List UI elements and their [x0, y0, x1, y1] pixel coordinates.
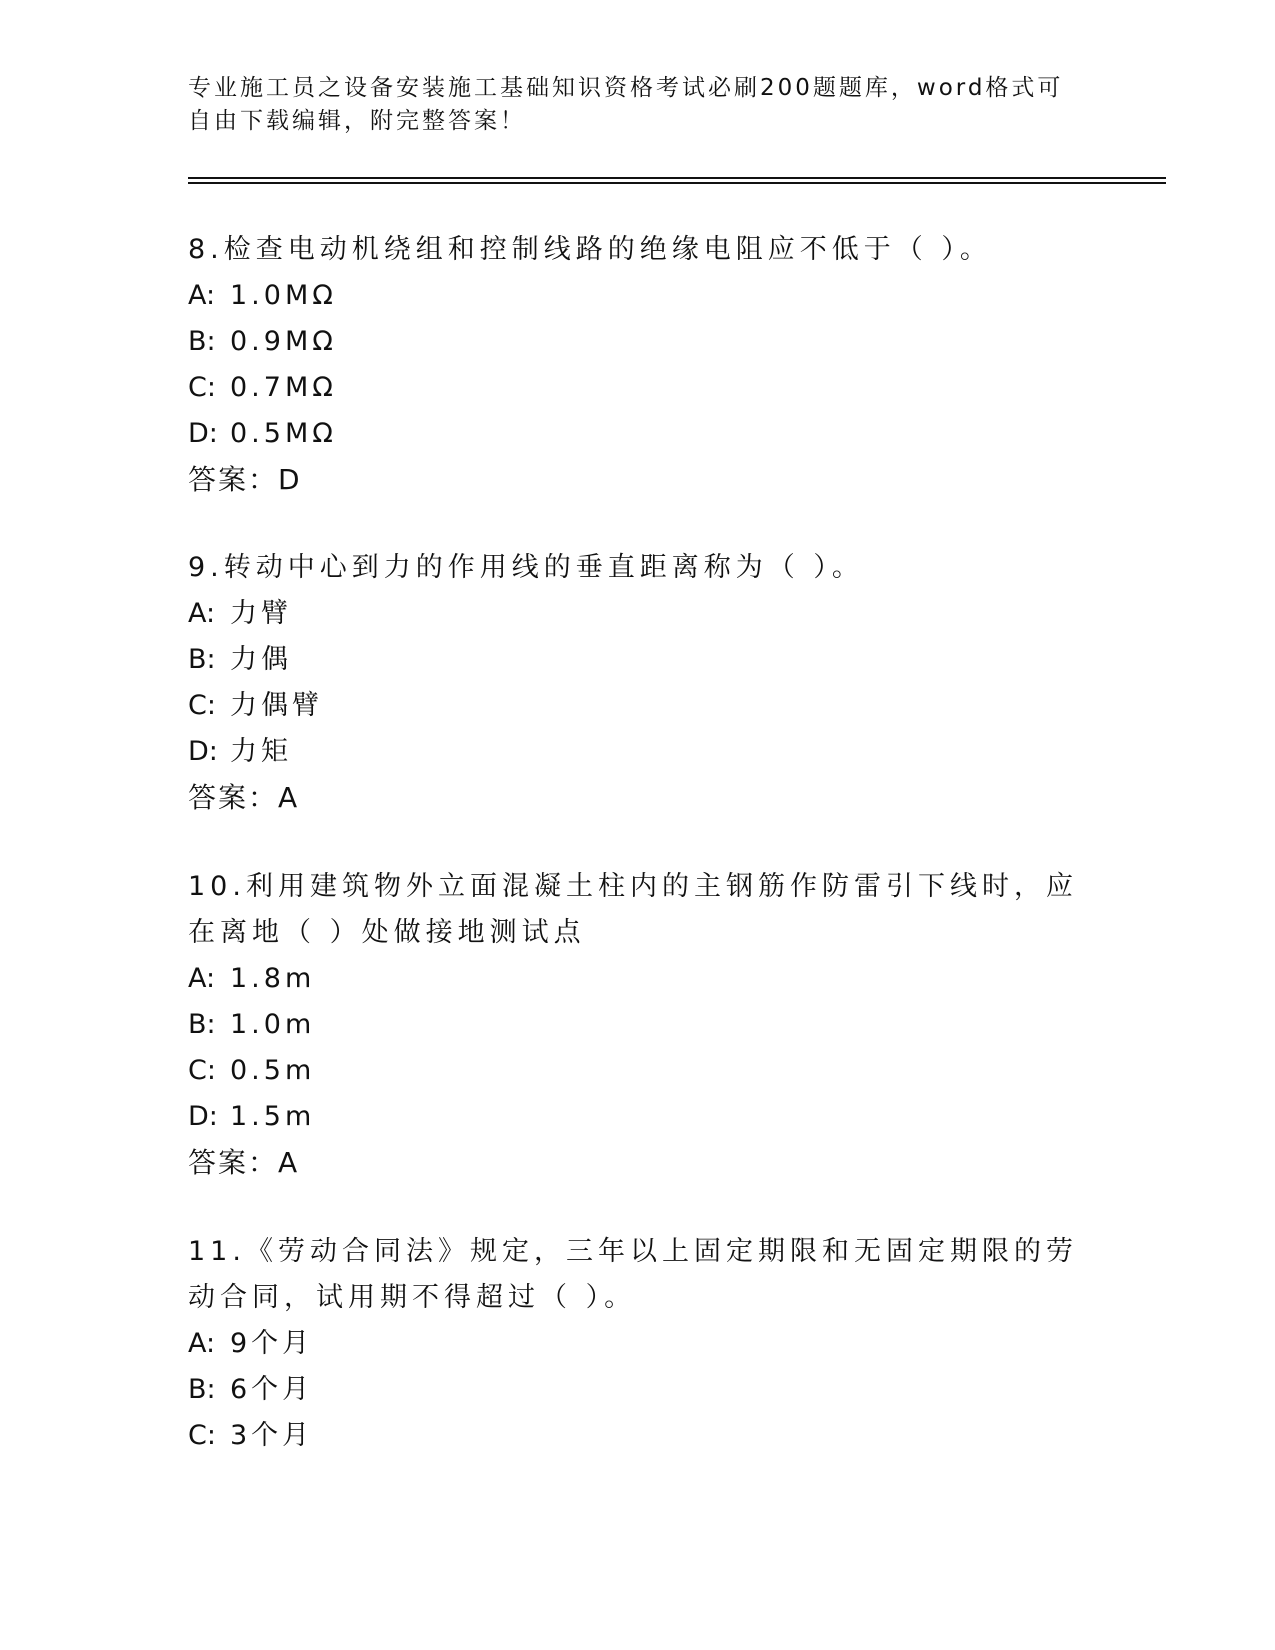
option-a	[188, 273, 1088, 319]
option-key: D:	[188, 736, 218, 767]
option-b	[188, 319, 1088, 365]
option-text: 0.9MΩ	[230, 326, 337, 357]
option-text: 力偶	[230, 644, 292, 675]
option-text: 力臂	[230, 598, 292, 629]
option-b	[188, 637, 1088, 683]
option-key: B:	[188, 1009, 216, 1040]
option-key: C:	[188, 1420, 216, 1451]
document-header: 专业施工员之设备安装施工基础知识资格考试必刷200题题库，word格式可自由下载编辑，附完整答案！	[188, 75, 1064, 134]
question-10	[188, 864, 1088, 1186]
option-key: A:	[188, 963, 216, 994]
option-text: 力矩	[230, 736, 292, 767]
option-key: B:	[188, 326, 216, 357]
option-text: 0.7MΩ	[230, 372, 337, 403]
option-text: 1.0MΩ	[230, 280, 337, 311]
answer-line: 答案：A	[188, 1146, 300, 1179]
header-divider-bottom	[188, 182, 1166, 184]
option-a	[188, 956, 1088, 1002]
option-d	[188, 411, 1088, 457]
option-key: C:	[188, 690, 216, 721]
option-text: 9个月	[230, 1328, 314, 1359]
answer-line: 答案：D	[188, 463, 302, 496]
question-stem: 9.转动中心到力的作用线的垂直距离称为（ ）。	[188, 552, 864, 583]
option-text: 6个月	[230, 1374, 314, 1405]
option-text: 1.0m	[230, 1009, 316, 1040]
question-stem: 10.利用建筑物外立面混凝土柱内的主钢筋作防雷引下线时，应在离地（ ）处做接地测试点	[188, 871, 1078, 948]
option-key: C:	[188, 1055, 216, 1086]
option-text: 0.5MΩ	[230, 418, 337, 449]
option-text: 1.5m	[230, 1101, 316, 1132]
option-a	[188, 1321, 1088, 1367]
option-b	[188, 1002, 1088, 1048]
option-d	[188, 1094, 1088, 1140]
option-b	[188, 1367, 1088, 1413]
question-8	[188, 227, 1088, 503]
option-key: A:	[188, 280, 216, 311]
option-text: 3个月	[230, 1420, 314, 1451]
option-key: D:	[188, 418, 218, 449]
option-key: D:	[188, 1101, 218, 1132]
question-stem: 8.检查电动机绕组和控制线路的绝缘电阻应不低于（ ）。	[188, 234, 992, 265]
option-c	[188, 365, 1088, 411]
option-text: 力偶臂	[230, 690, 323, 721]
option-c	[188, 683, 1088, 729]
option-key: A:	[188, 1328, 216, 1359]
option-d	[188, 729, 1088, 775]
option-key: C:	[188, 372, 216, 403]
question-stem: 11.《劳动合同法》规定，三年以上固定期限和无固定期限的劳动合同，试用期不得超过（ ）。	[188, 1236, 1078, 1313]
option-a	[188, 591, 1088, 637]
header-divider-top	[188, 177, 1166, 179]
option-text: 0.5m	[230, 1055, 316, 1086]
question-9	[188, 545, 1088, 821]
option-text: 1.8m	[230, 963, 316, 994]
option-c	[188, 1048, 1088, 1094]
question-11	[188, 1229, 1088, 1459]
option-key: B:	[188, 644, 216, 675]
option-c	[188, 1413, 1088, 1459]
option-key: B:	[188, 1374, 216, 1405]
option-key: A:	[188, 598, 216, 629]
answer-line: 答案：A	[188, 781, 300, 814]
